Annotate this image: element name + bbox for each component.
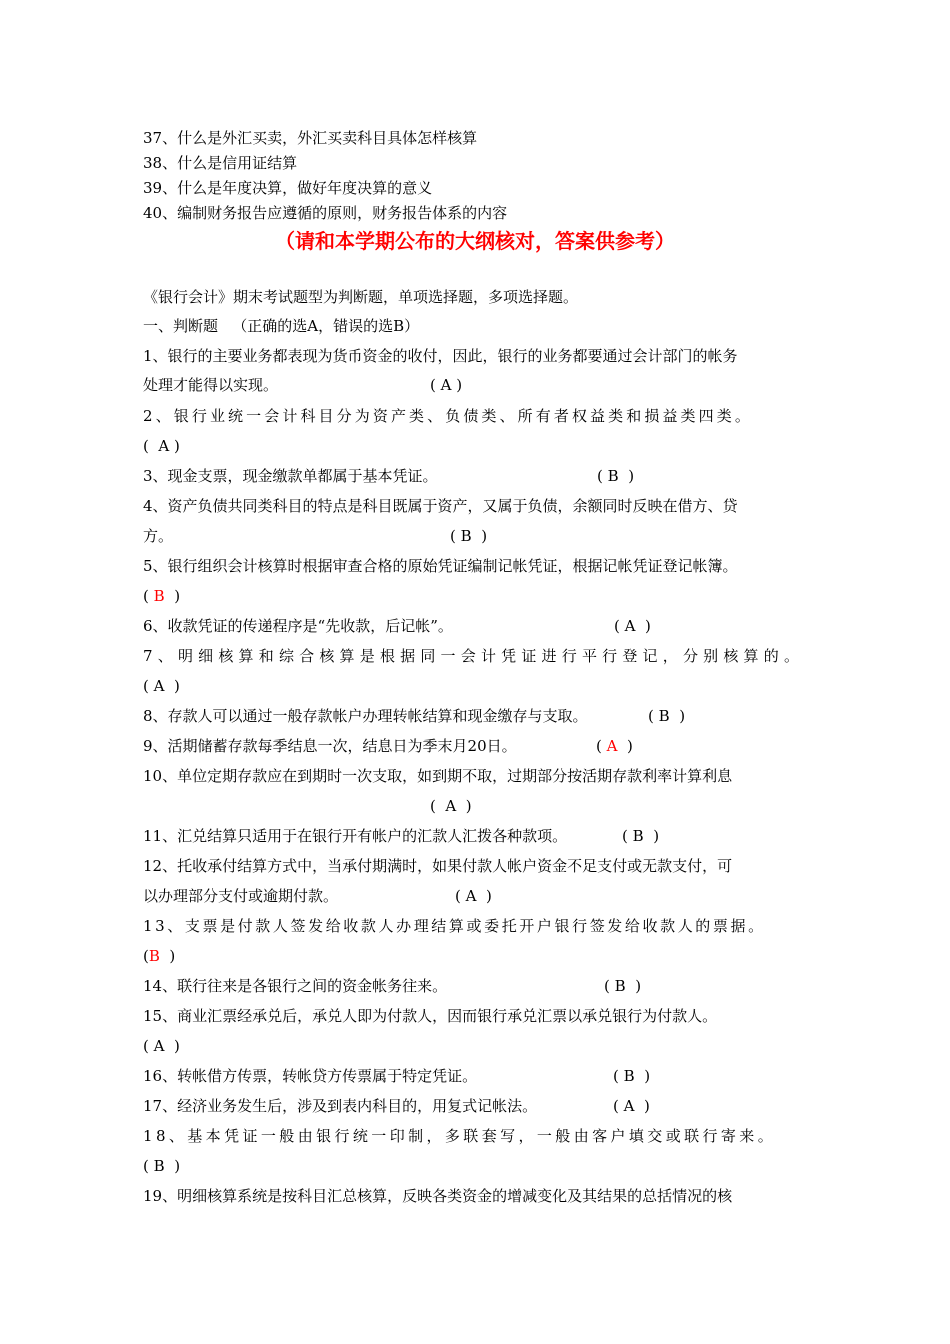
answer-value: B: [632, 827, 644, 845]
item-14-line-1: 14、联行往来是各银行之间的资金帐务往来。: [143, 977, 448, 995]
notice-heading: （请和本学期公布的大纲核对，答案供参考）: [275, 229, 675, 253]
item-16-answer: ( B ): [613, 1067, 651, 1085]
item-7-line-1: 7、明细核算和综合核算是根据同一会计凭证进行平行登记，分别核算的。: [143, 647, 805, 665]
answer-value: B: [623, 1067, 635, 1085]
item-3-line-1: 3、现金支票，现金缴款单都属于基本凭证。: [143, 467, 438, 485]
intro-text: 《银行会计》期末考试题型为判断题，单项选择题，多项选择题。: [143, 288, 579, 306]
item-13-line-1: 13、支票是付款人签发给收款人办理结算或委托开户银行签发给收款人的票据。: [143, 917, 766, 935]
answer-value: B: [607, 467, 619, 485]
item-15-answer: ( A ): [143, 1037, 180, 1055]
item-16-line-1: 16、转帐借方传票，转帐贷方传票属于特定凭证。: [143, 1067, 478, 1085]
item-17-line-1: 17、经济业务发生后，涉及到表内科目的，用复式记帐法。: [143, 1097, 538, 1115]
item-1-answer: ( A ): [430, 376, 463, 394]
answer-value: A: [158, 437, 170, 455]
item-12-answer: ( A ): [455, 887, 492, 905]
item-14-answer: ( B ): [604, 977, 642, 995]
answer-value: B: [460, 527, 472, 545]
item-18-answer: ( B ): [143, 1157, 181, 1175]
answer-value: A: [465, 887, 477, 905]
question-39: 39、什么是年度决算，做好年度决算的意义: [143, 179, 433, 197]
item-12-line-1: 12、托收承付结算方式中，当承付期满时，如果付款人帐户资金不足支付或无款支付，可: [143, 857, 733, 875]
answer-value: A: [445, 797, 457, 815]
answer-value: A: [153, 1037, 165, 1055]
item-15-line-1: 15、商业汇票经承兑后，承兑人即为付款人，因而银行承兑汇票以承兑银行为付款人。: [143, 1007, 718, 1025]
item-5-answer: ( B ): [143, 587, 181, 605]
question-37: 37、什么是外汇买卖，外汇买卖科目具体怎样核算: [143, 129, 478, 147]
question-40: 40、编制财务报告应遵循的原则，财务报告体系的内容: [143, 204, 508, 222]
item-7-answer: ( A ): [143, 677, 180, 695]
item-12-line-2: 以办理部分支付或逾期付款。: [143, 887, 339, 905]
item-6-line-1: 6、收款凭证的传递程序是“先收款，后记帐”。: [143, 617, 453, 635]
item-8-answer: ( B ): [648, 707, 686, 725]
item-9-line-1: 9、活期储蓄存款每季结息一次，结息日为季末月20日。: [143, 737, 517, 755]
item-17-answer: ( A ): [613, 1097, 650, 1115]
item-13-answer: (B ): [143, 947, 176, 965]
item-2-line-1: 2、银行业统一会计科目分为资产类、负债类、所有者权益类和损益类四类。: [143, 407, 753, 425]
answer-value: A: [624, 617, 636, 635]
item-4-answer: ( B ): [450, 527, 488, 545]
item-6-answer: ( A ): [614, 617, 651, 635]
question-38: 38、什么是信用证结算: [143, 154, 298, 172]
item-3-answer: ( B ): [597, 467, 635, 485]
item-8-line-1: 8、存款人可以通过一般存款帐户办理转帐结算和现金缴存与支取。: [143, 707, 588, 725]
item-4-line-2: 方。: [143, 527, 174, 545]
answer-value: A: [606, 737, 618, 755]
item-19-line-1: 19、明细核算系统是按科目汇总核算，反映各类资金的增减变化及其结果的总括情况的核: [143, 1187, 733, 1205]
answer-value: B: [148, 947, 160, 965]
answer-value: A: [153, 677, 165, 695]
item-9-answer: ( A ): [596, 737, 633, 755]
item-1-line-1: 1、银行的主要业务都表现为货币资金的收付，因此，银行的业务都要通过会计部门的帐务: [143, 347, 738, 365]
answer-value: B: [153, 587, 165, 605]
answer-value: B: [658, 707, 670, 725]
answer-value: A: [623, 1097, 635, 1115]
section-title: 一、判断题 （正确的选A，错误的选B）: [143, 317, 420, 335]
item-18-line-1: 18、基本凭证一般由银行统一印制，多联套写，一般由客户填交或联行寄来。: [143, 1127, 777, 1145]
answer-value: B: [153, 1157, 165, 1175]
item-10-line-1: 10、单位定期存款应在到期时一次支取，如到期不取，过期部分按活期存款利率计算利息: [143, 767, 733, 785]
item-4-line-1: 4、资产负债共同类科目的特点是科目既属于资产，又属于负债，余额同时反映在借方、贷: [143, 497, 738, 515]
item-1-line-2: 处理才能得以实现。: [143, 376, 279, 394]
item-10-answer: ( A ): [430, 797, 472, 815]
answer-value: B: [614, 977, 626, 995]
item-11-answer: ( B ): [622, 827, 660, 845]
answer-value: A: [440, 376, 452, 394]
item-11-line-1: 11、汇兑结算只适用于在银行开有帐户的汇款人汇拨各种款项。: [143, 827, 568, 845]
item-2-answer: ( A ): [143, 437, 180, 455]
item-5-line-1: 5、银行组织会计核算时根据审查合格的原始凭证编制记帐凭证，根据记帐凭证登记帐簿。: [143, 557, 738, 575]
